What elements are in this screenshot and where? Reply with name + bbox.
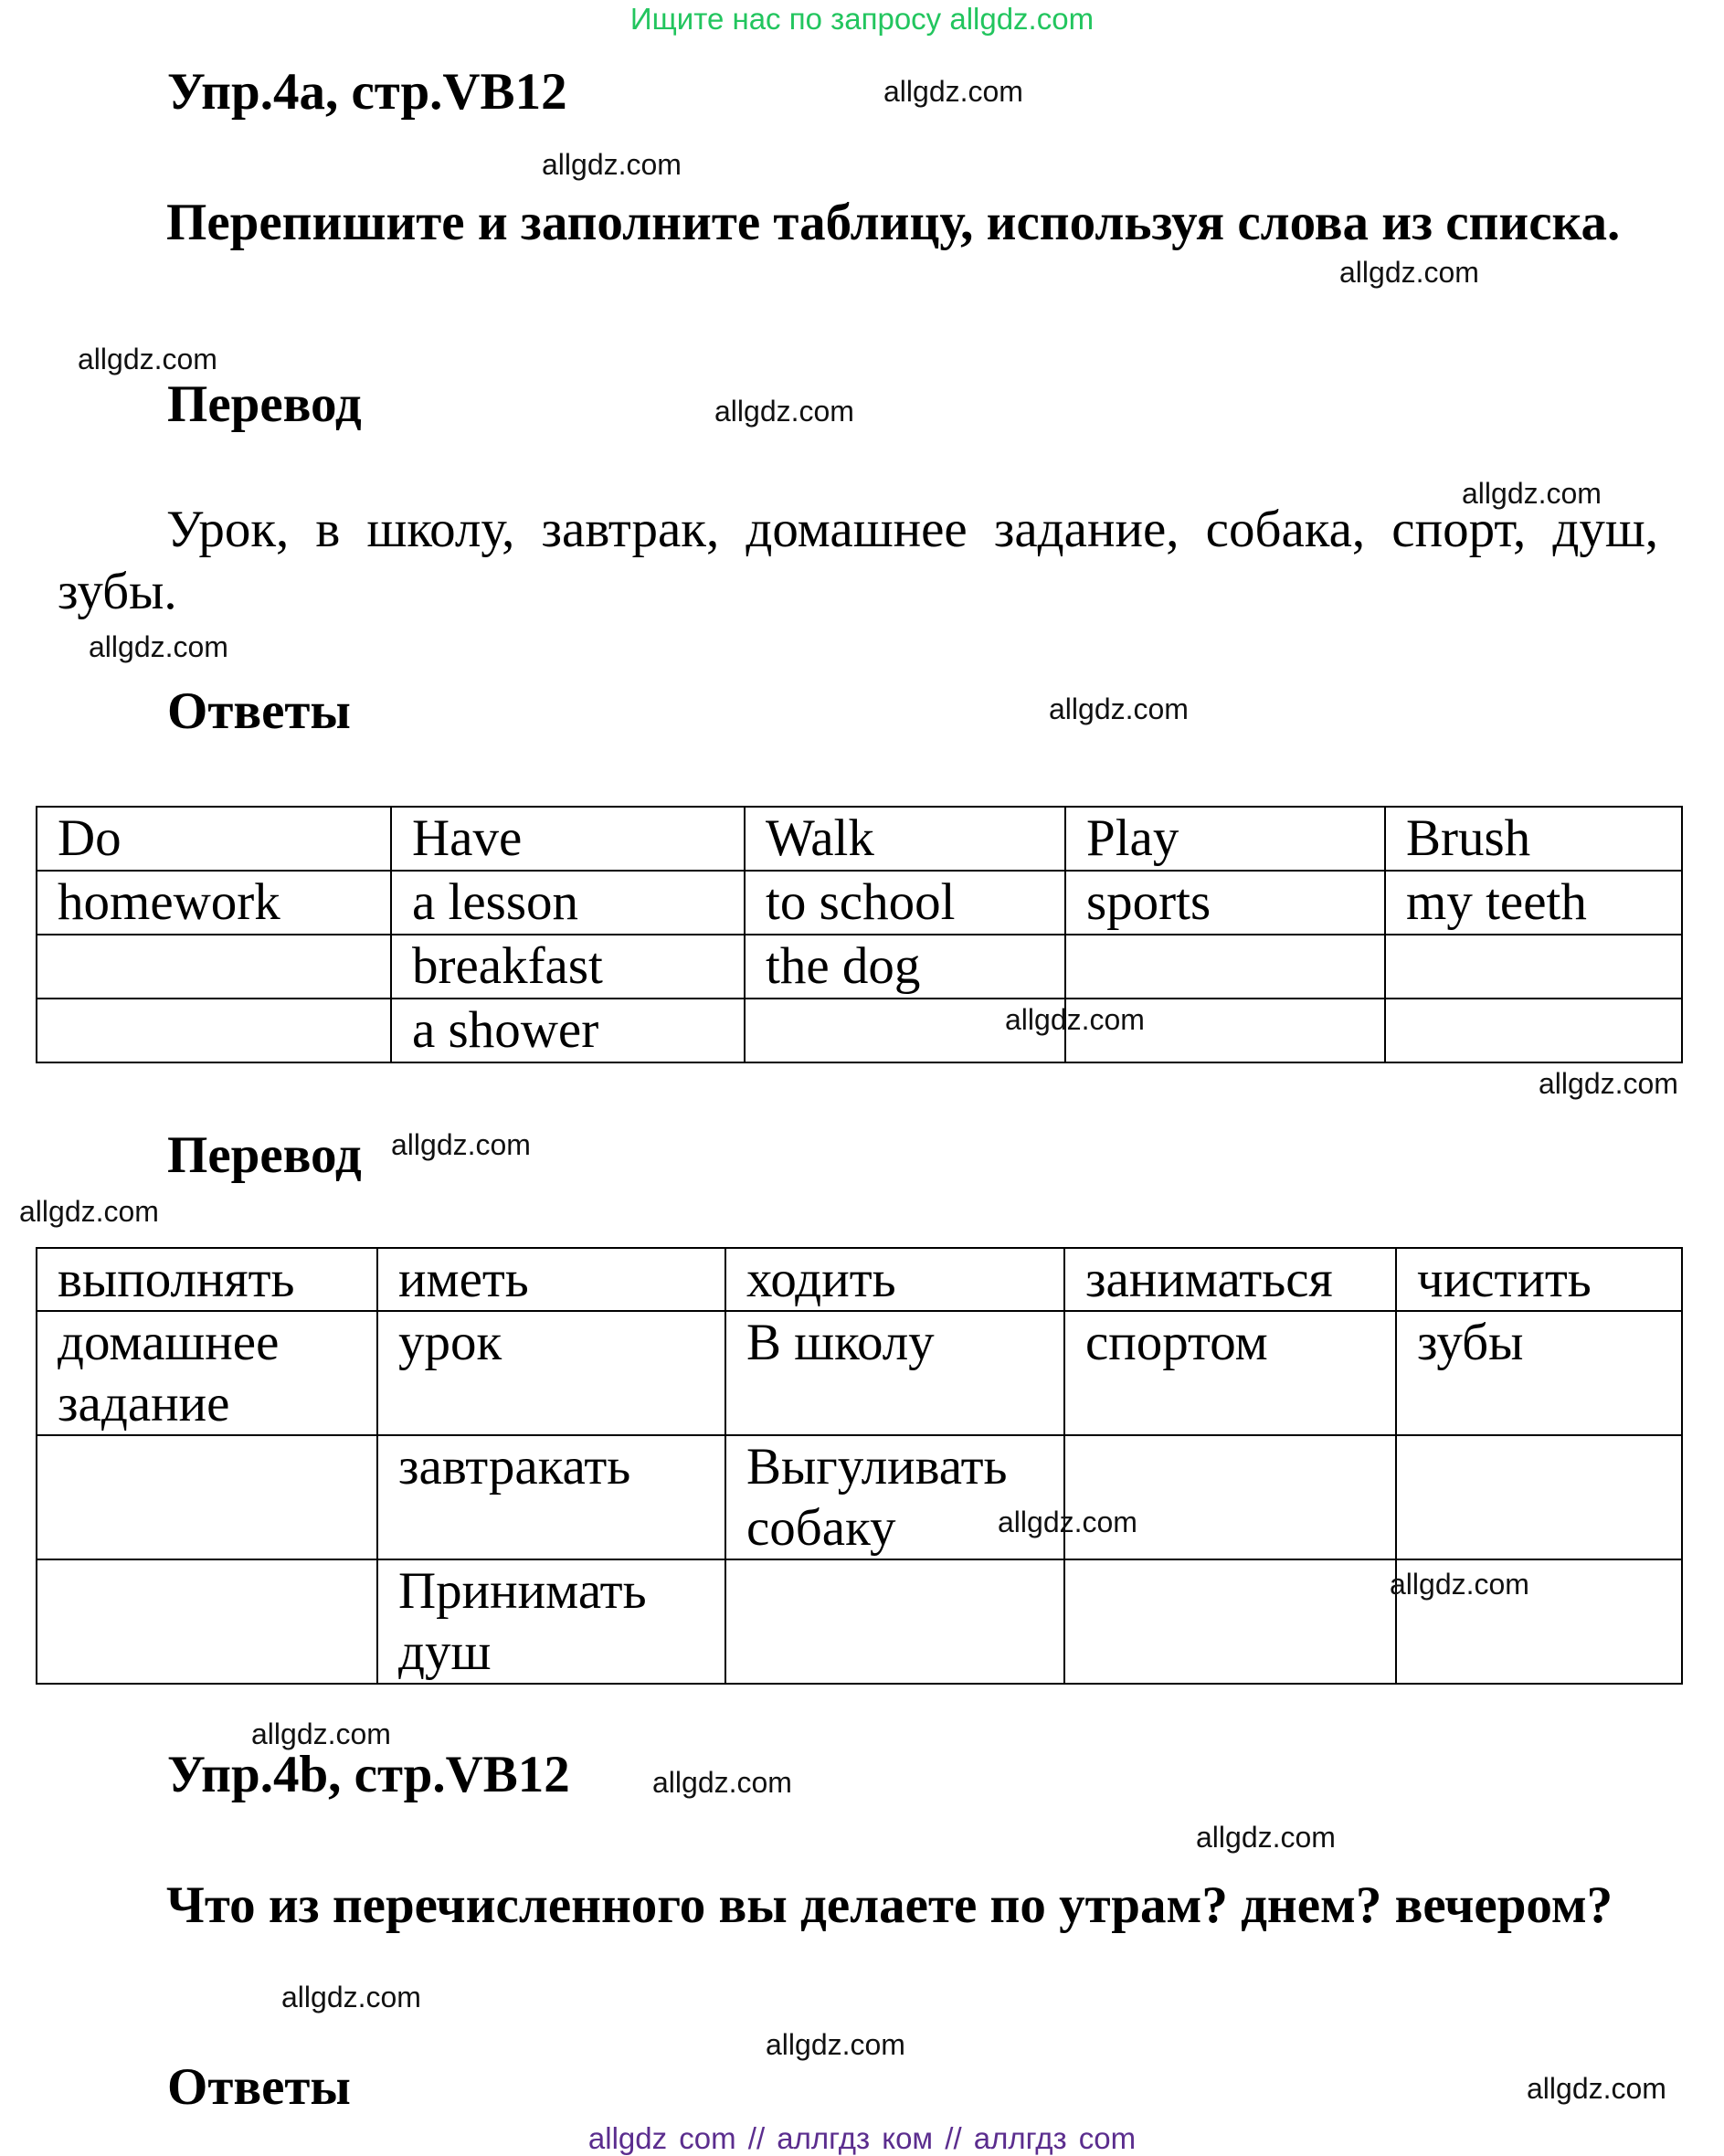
table-row	[37, 999, 1682, 1062]
watermark: allgdz.com	[883, 75, 1023, 108]
table-cell: домашнее задание	[37, 1311, 377, 1435]
table-cell: homework	[37, 871, 391, 935]
watermark: allgdz.com	[19, 1195, 159, 1228]
watermark: allgdz.com	[1196, 1821, 1336, 1854]
exercise-4b-heading: Упр.4b, стр.VB12	[167, 1746, 570, 1803]
watermark: allgdz.com	[542, 148, 682, 181]
table-cell: my teeth	[1385, 871, 1682, 935]
table-cell: завтракать	[377, 1435, 725, 1559]
table-cell: a lesson	[391, 871, 745, 935]
translation-table	[36, 1247, 1683, 1685]
table-row	[37, 807, 1682, 871]
table-cell: breakfast	[391, 935, 745, 999]
table-cell: Do	[37, 807, 391, 871]
bottom-banner[interactable]: allgdz com // аллгдз ком // аллгдз com	[587, 2121, 1137, 2155]
table-cell: Выгуливать собаку	[725, 1435, 1064, 1559]
exercise-4a-heading: Упр.4a, стр.VB12	[167, 63, 567, 121]
table-cell: зубы	[1396, 1311, 1682, 1435]
table-cell	[1385, 935, 1682, 999]
table-cell: Walk	[745, 807, 1065, 871]
table-cell	[1065, 935, 1385, 999]
table-cell: to school	[745, 871, 1065, 935]
table-cell	[1064, 1435, 1396, 1559]
watermark: allgdz.com	[251, 1717, 391, 1750]
watermark: allgdz.com	[391, 1128, 531, 1161]
table-row	[37, 1311, 1682, 1435]
table-cell: Have	[391, 807, 745, 871]
table-cell: заниматься	[1064, 1248, 1396, 1311]
watermark: allgdz.com	[89, 630, 228, 663]
watermark: allgdz.com	[766, 2028, 905, 2061]
watermark: allgdz.com	[1049, 692, 1189, 725]
watermark: allgdz.com	[998, 1506, 1137, 1538]
table-cell	[1385, 999, 1682, 1062]
table-cell	[37, 1559, 377, 1684]
exercise-4a-task: Перепишите и заполните таблицу, используя слова из списка.	[166, 194, 1621, 251]
table-cell: иметь	[377, 1248, 725, 1311]
table-row	[37, 1248, 1682, 1311]
table-cell: спортом	[1064, 1311, 1396, 1435]
top-banner[interactable]: Ищите нас по запросу allgdz.com	[629, 2, 1095, 36]
table-cell: Brush	[1385, 807, 1682, 871]
table-row	[37, 1435, 1682, 1559]
table-cell: the dog	[745, 935, 1065, 999]
answers-translation-heading: Перевод	[167, 1126, 362, 1184]
table-cell	[37, 1435, 377, 1559]
watermark: allgdz.com	[1390, 1568, 1529, 1601]
watermark: allgdz.com	[1527, 2072, 1666, 2105]
table-row	[37, 871, 1682, 935]
exercise-4b-task: Что из перечисленного вы делаете по утрам? днем? вечером?	[166, 1876, 1613, 1934]
watermark: allgdz.com	[1339, 256, 1479, 289]
answers-heading: Ответы	[167, 682, 351, 740]
watermark: allgdz.com	[1005, 1003, 1145, 1036]
table-cell: чистить	[1396, 1248, 1682, 1311]
table-cell: Принимать душ	[377, 1559, 725, 1684]
watermark: allgdz.com	[78, 343, 217, 375]
table-cell	[1064, 1559, 1396, 1684]
watermark: allgdz.com	[1539, 1067, 1678, 1100]
translation-heading: Перевод	[167, 375, 362, 433]
watermark: allgdz.com	[281, 1981, 421, 2013]
table-cell: урок	[377, 1311, 725, 1435]
watermark: allgdz.com	[714, 395, 854, 428]
table-cell: a shower	[391, 999, 745, 1062]
table-cell: выполнять	[37, 1248, 377, 1311]
table-cell	[37, 935, 391, 999]
table-cell: ходить	[725, 1248, 1064, 1311]
table-cell: В школу	[725, 1311, 1064, 1435]
answers-table	[36, 806, 1683, 1063]
exercise-4b-answers-heading: Ответы	[167, 2058, 351, 2116]
table-cell	[725, 1559, 1064, 1684]
table-cell	[1396, 1435, 1682, 1559]
table-cell: sports	[1065, 871, 1385, 935]
translation-text: Урок, в школу, завтрак, домашнее задание, собака, спорт, душ, зубы.	[58, 501, 1658, 620]
watermark: allgdz.com	[652, 1766, 792, 1799]
table-row	[37, 935, 1682, 999]
table-cell: Play	[1065, 807, 1385, 871]
table-cell	[37, 999, 391, 1062]
watermark: allgdz.com	[1462, 477, 1602, 510]
